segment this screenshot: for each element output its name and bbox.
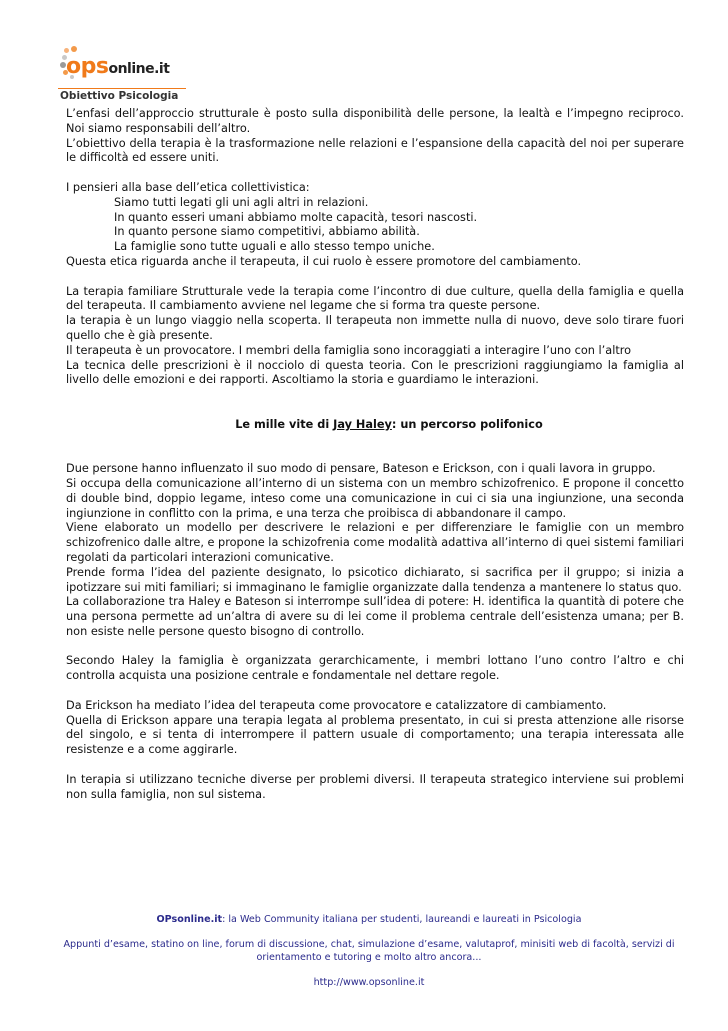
bullet-box-icon	[66, 211, 114, 226]
heading-post: : un percorso polifonico	[391, 417, 543, 431]
spacer	[66, 270, 684, 285]
bullet-box-icon	[66, 225, 114, 240]
footer-tagline-line	[54, 913, 684, 927]
spacer	[66, 403, 684, 418]
spacer	[66, 684, 684, 699]
logo-online-text: online.it	[108, 61, 170, 77]
spacer	[66, 758, 684, 773]
list-item-text: Siamo tutti legati gli uni agli altri in relazioni.	[114, 195, 369, 209]
list-item-text: La famiglie sono tutte uguali e allo stesso tempo uniche.	[114, 240, 435, 254]
list-item	[66, 225, 684, 240]
bullet-box-icon	[66, 196, 114, 211]
paragraph: La terapia familiare Strutturale vede la terapia come l’incontro di due culture, quella della famiglia e quella del terapeuta. Il cambiamento avviene nel legame che si forma tra queste persone.	[66, 284, 684, 313]
list-item	[66, 196, 684, 211]
footer-url-link[interactable]: http://www.opsonline.it	[313, 976, 425, 988]
list-item-text: In quanto esseri umani abbiamo molte capacità, tesori nascosti.	[114, 210, 478, 224]
list-item	[66, 211, 684, 226]
paragraph: Questa etica riguarda anche il terapeuta, il cui ruolo è essere promotore del cambiamento.	[66, 254, 582, 268]
spacer	[66, 640, 684, 655]
paragraph: la terapia è un lungo viaggio nella scoperta. Il terapeuta non immette nulla di nuovo, deve solo tirare fuori quello che è già presente.	[66, 314, 684, 342]
paragraph: I pensieri alla base dell’etica collettivistica:	[66, 180, 310, 194]
paragraph: La collaborazione tra Haley e Bateson si interrompe sull’idea di potere: H. identifica la quantità di potere che una persona permette ad un’altra di avere su di lei come il problema centrale dell’esistenza umana; per B. non esiste nelle persone questo bisogno di controllo.	[66, 595, 684, 638]
paragraph: In terapia si utilizzano tecniche diverse per problemi diversi. Il terapeuta strategico interviene sui problemi non sulla famiglia, non sul sistema.	[66, 772, 684, 801]
footer-tagline: : la Web Community italiana per studenti, laureandi e laureati in Psicologia	[222, 914, 582, 925]
paragraph: Secondo Haley la famiglia è organizzata gerarchicamente, i membri lottano l’uno contro l’altro e chi controlla acquista una posizione centrale e fondamentale nel dettare regole.	[66, 654, 684, 683]
paragraph: La tecnica delle prescrizioni è il nocciolo di questa teoria. Con le prescrizioni raggiungiamo la famiglia al livello delle emozioni e dei rapporti. Ascoltiamo la storia e guardiamo le interazioni.	[66, 358, 684, 387]
list-item-text: In quanto persone siamo competitivi, abbiamo abilità.	[114, 225, 420, 239]
document-body	[66, 107, 684, 802]
logo-ops-text: ops	[66, 54, 109, 79]
paragraph: Quella di Erickson appare una terapia legata al problema presentato, in cui si presta attenzione alle risorse del singolo, e si tenta di interrompere il pattern usuale di comportamento; una terapia interessata alle resistenze e a come aggirarle.	[66, 713, 684, 757]
heading-name: Jay Haley	[333, 417, 392, 431]
heading-pre: Le mille vite di	[235, 417, 334, 431]
logo-divider	[58, 88, 186, 89]
paragraph: Viene elaborato un modello per descrivere le relazioni e per differenziare le famiglie con un membro schizofrenico dalle altre, e propone la schizofrenia come modalità adattiva all’interno di quei sistemi familiari regolati da particolari interazioni comunicative.	[66, 521, 684, 564]
paragraph: Da Erickson ha mediato l’idea del terapeuta come provocatore e catalizzatore di cambiamento.	[66, 698, 607, 712]
section-heading	[66, 418, 684, 433]
spacer	[66, 447, 684, 462]
logo-subtitle: Obiettivo Psicologia	[60, 90, 179, 102]
paragraph: L’obiettivo della terapia è la trasformazione nelle relazioni e l’espansione della capacità del noi per superare le difficoltà ed essere uniti.	[66, 136, 684, 165]
footer-brand-link[interactable]: OPsonline.it	[156, 914, 223, 925]
spacer	[66, 388, 684, 403]
spacer	[66, 433, 684, 448]
footer-services: Appunti d’esame, statino on line, forum di discussione, chat, simulazione d’esame, valutaprof, minisiti web di facoltà, servizi di orientamento e tutoring e molto altro ancora...	[63, 938, 675, 963]
paragraph: Due persone hanno influenzato il suo modo di pensare, Bateson e Erickson, con i quali lavora in gruppo.	[66, 462, 656, 476]
page-footer	[54, 913, 684, 989]
logo-wordmark	[66, 54, 169, 79]
paragraph: L’enfasi dell’approccio strutturale è posto sulla disponibilità delle persone, la lealtà e l’impegno reciproco. Noi siamo responsabili dell’altro.	[66, 107, 684, 135]
list-item	[66, 240, 684, 255]
paragraph: Prende forma l’idea del paziente designato, lo psicotico dichiarato, si sacrifica per il gruppo; si inizia a ipotizzare sui miti familiari; si immaginano le famiglie organizzate dalla tendenza a mantenere lo status quo.	[66, 565, 684, 594]
paragraph: Il terapeuta è un provocatore. I membri della famiglia sono incoraggiati a interagire l’uno con l’altro	[66, 343, 632, 357]
bullet-box-icon	[66, 240, 114, 255]
spacer	[66, 166, 684, 181]
site-logo[interactable]	[58, 44, 188, 106]
paragraph: Si occupa della comunicazione all’interno di un sistema con un membro schizofrenico. E propone il concetto di double bind, doppio legame, inteso come una comunicazione in cui ci sia una ingiunzione, una seconda ingiunzione in conflitto con la prima, e una terza che proibisca di abbandonare il campo.	[66, 476, 684, 520]
